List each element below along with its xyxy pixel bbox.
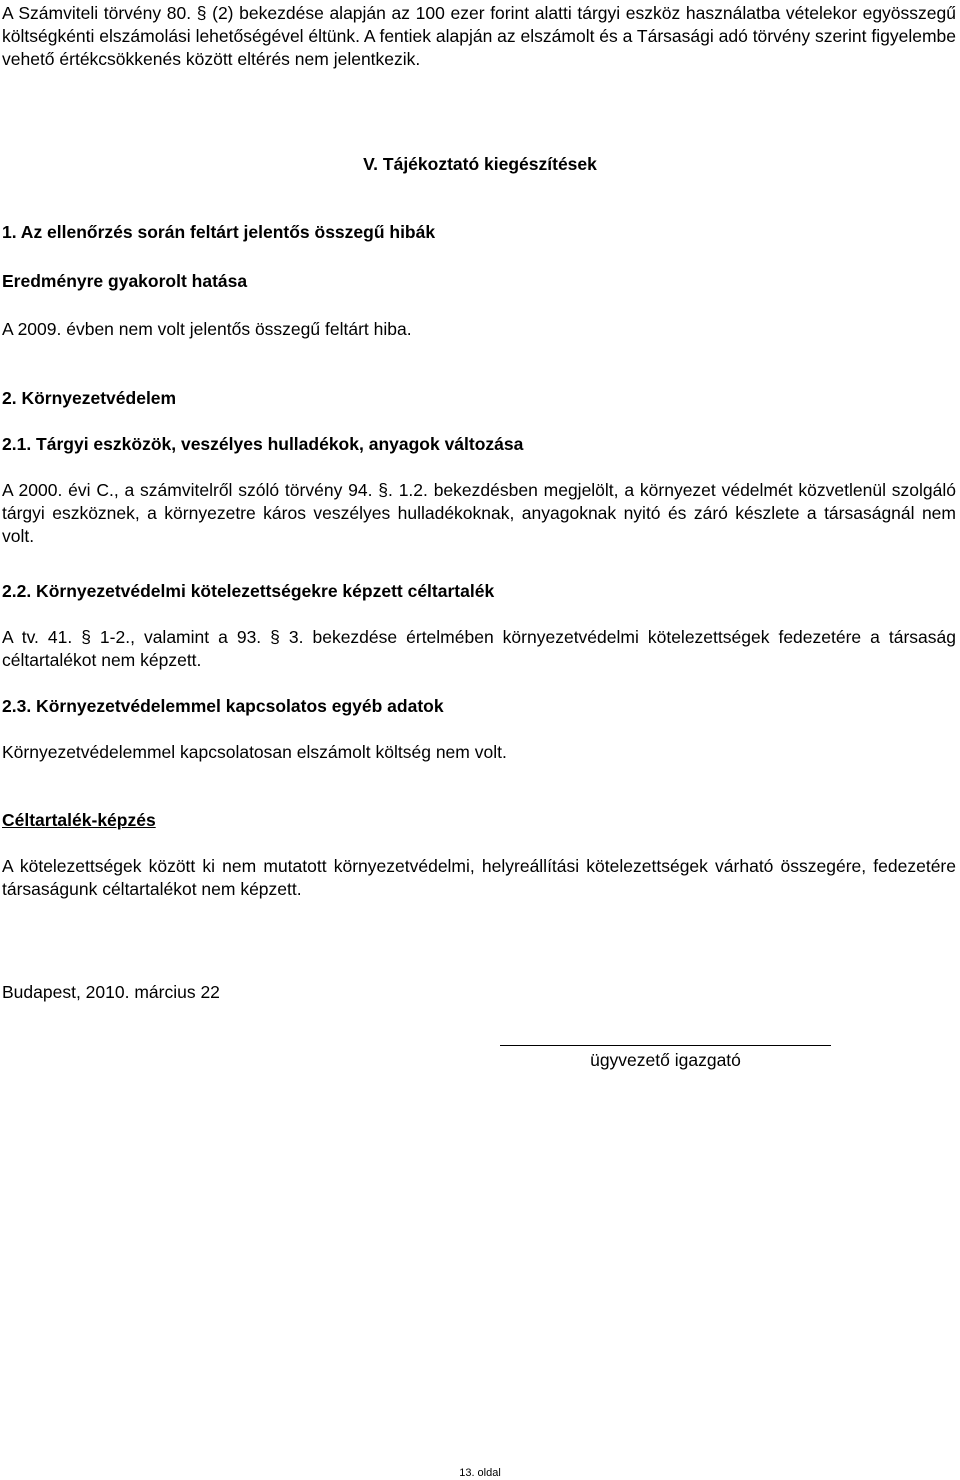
page-number: 13. oldal <box>459 1467 501 1479</box>
s22-text: A tv. 41. § 1-2., valamint a 93. § 3. bekezdése értelmében környezetvédelmi kötelezettségek fedezetére a társaság céltartalékot nem képzett. <box>2 627 956 670</box>
provision-heading: Céltartalék-képzés <box>2 810 156 830</box>
s1-subheading: Eredményre gyakorolt hatása <box>2 271 248 291</box>
s23-heading: 2.3. Környezetvédelemmel kapcsolatos egyéb adatok <box>2 696 444 716</box>
signature-title: ügyvezető igazgató <box>590 1050 741 1070</box>
provision-text: A kötelezettségek között ki nem mutatott környezetvédelmi, helyreállítási kötelezettségek várható összegére, fedezetére társaságunk céltartalékot nem képzett. <box>2 856 956 899</box>
s21-text: A 2000. évi C., a számvitelről szóló törvény 94. §. 1.2. bekezdésben megjelölt, a környezet védelmét közvetlenül szolgáló tárgyi eszköznek, a környezetre káros veszélyes hulladékoknak, anyagoknak nyitó és záró készlete a társaságnál nem volt. <box>2 480 956 546</box>
s22-heading: 2.2. Környezetvédelmi kötelezettségekre képzett céltartalék <box>2 581 495 601</box>
section-title: V. Tájékoztató kiegészítések <box>363 154 597 174</box>
signature-line <box>500 1045 831 1046</box>
s21-heading: 2.1. Tárgyi eszközök, veszélyes hulladékok, anyagok változása <box>2 434 524 454</box>
intro-paragraph: A Számviteli törvény 80. § (2) bekezdése alapján az 100 ezer forint alatti tárgyi eszköz használatba vételekor egyösszegű költségkénti elszámolási lehetőségével éltünk. A fentiek alapján az elszámolt és a Társasági adó törvény szerint figyelembe vehető értékcsökkenés között eltérés nem jelentkezik. <box>2 3 956 69</box>
s1-text: A 2009. évben nem volt jelentős összegű feltárt hiba. <box>2 319 412 339</box>
s1-heading: 1. Az ellenőrzés során feltárt jelentős összegű hibák <box>2 222 436 242</box>
place-date: Budapest, 2010. március 22 <box>2 982 220 1002</box>
s2-heading: 2. Környezetvédelem <box>2 388 177 408</box>
s23-text: Környezetvédelemmel kapcsolatosan elszámolt költség nem volt. <box>2 742 507 762</box>
